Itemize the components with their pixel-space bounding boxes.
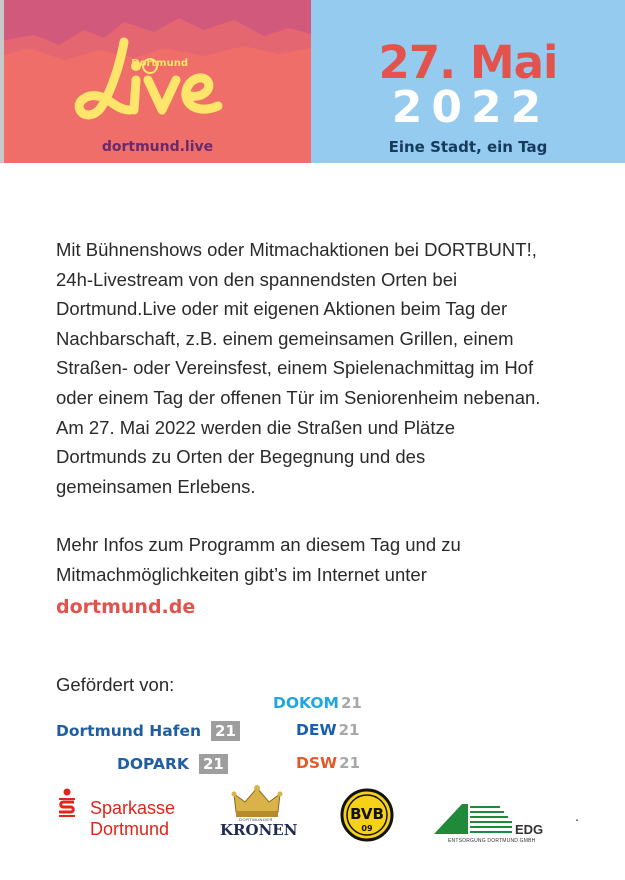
sponsor-dew xyxy=(296,721,359,739)
header-banner xyxy=(0,0,625,163)
kronen-subtitle: DORTMUNDER xyxy=(239,817,273,822)
sparkasse-line1: Sparkasse xyxy=(90,798,176,818)
sponsor-hafen-suffix: 21 xyxy=(211,721,240,741)
bvb-logo-icon xyxy=(340,788,394,842)
kronen-label: KRONEN xyxy=(220,821,298,839)
sparkasse-logo-icon xyxy=(56,788,78,818)
website-link[interactable]: dortmund.de xyxy=(56,596,196,618)
sparkasse-line2: Dortmund xyxy=(90,819,170,839)
crown-icon xyxy=(230,784,284,820)
date-year: 2022 xyxy=(391,82,551,133)
sponsor-dortmund-hafen xyxy=(56,721,240,741)
date-day: 27. Mai xyxy=(378,36,558,89)
sponsor-dew-suffix: 21 xyxy=(338,721,360,739)
bvb-number: 09 xyxy=(361,824,373,833)
sponsor-dsw-suffix: 21 xyxy=(339,754,361,772)
sponsor-dopark xyxy=(117,754,228,774)
sponsor-dopark-suffix: 21 xyxy=(199,754,228,774)
logo-city-label: Dortmund xyxy=(131,58,188,69)
sponsor-dokom-name: DOKOM xyxy=(273,694,339,712)
sponsor-dopark-name: DOPARK xyxy=(117,755,189,773)
intro-paragraph: Mit Bühnenshows oder Mitmachaktionen bei DORTBUNT!, 24h-Livestream von den spannendsten Orten bei Dortmund.Live oder mit eigenen Aktionen beim Tag der Nachbarschaft, z.B. einem gemeinsamen Grillen, einem Straßen- oder Vereinsfest, einem Spielenachmittag im Hof oder einem Tag der offenen Tür im Seniorenheim nebenan. Am 27. Mai 2022 werden die Straßen und Plätze Dortmunds zu Orten der Begegnung und des gemeinsamen Erlebens. xyxy=(56,239,541,497)
sponsor-dokom xyxy=(273,694,362,712)
sponsor-dokom-suffix: 21 xyxy=(340,694,362,712)
tagline: Eine Stadt, ein Tag xyxy=(388,138,548,156)
sponsor-hafen-name: Dortmund Hafen xyxy=(56,722,202,740)
edg-subtitle: ENTSORGUNG DORTMUND GMBH xyxy=(448,838,536,844)
sponsor-dew-name: DEW xyxy=(296,721,337,739)
stray-dot: . xyxy=(575,808,579,824)
logo-panel xyxy=(4,0,311,163)
site-url[interactable]: dortmund.live xyxy=(101,139,214,155)
dortmund-live-logo-icon xyxy=(72,34,242,126)
sparkasse-label xyxy=(90,798,175,840)
sponsor-dsw xyxy=(296,754,360,772)
bvb-letters: BVB xyxy=(350,805,384,823)
info-paragraph: Mehr Infos zum Programm an diesem Tag und zu Mitmachmöglichkeiten gibt’s im Internet unter xyxy=(56,534,461,585)
edg-label: EDG xyxy=(515,822,544,837)
funded-by-label: Gefördert von: xyxy=(56,674,175,695)
sponsor-dsw-name: DSW xyxy=(296,754,338,772)
edg-logo-icon xyxy=(432,800,514,836)
